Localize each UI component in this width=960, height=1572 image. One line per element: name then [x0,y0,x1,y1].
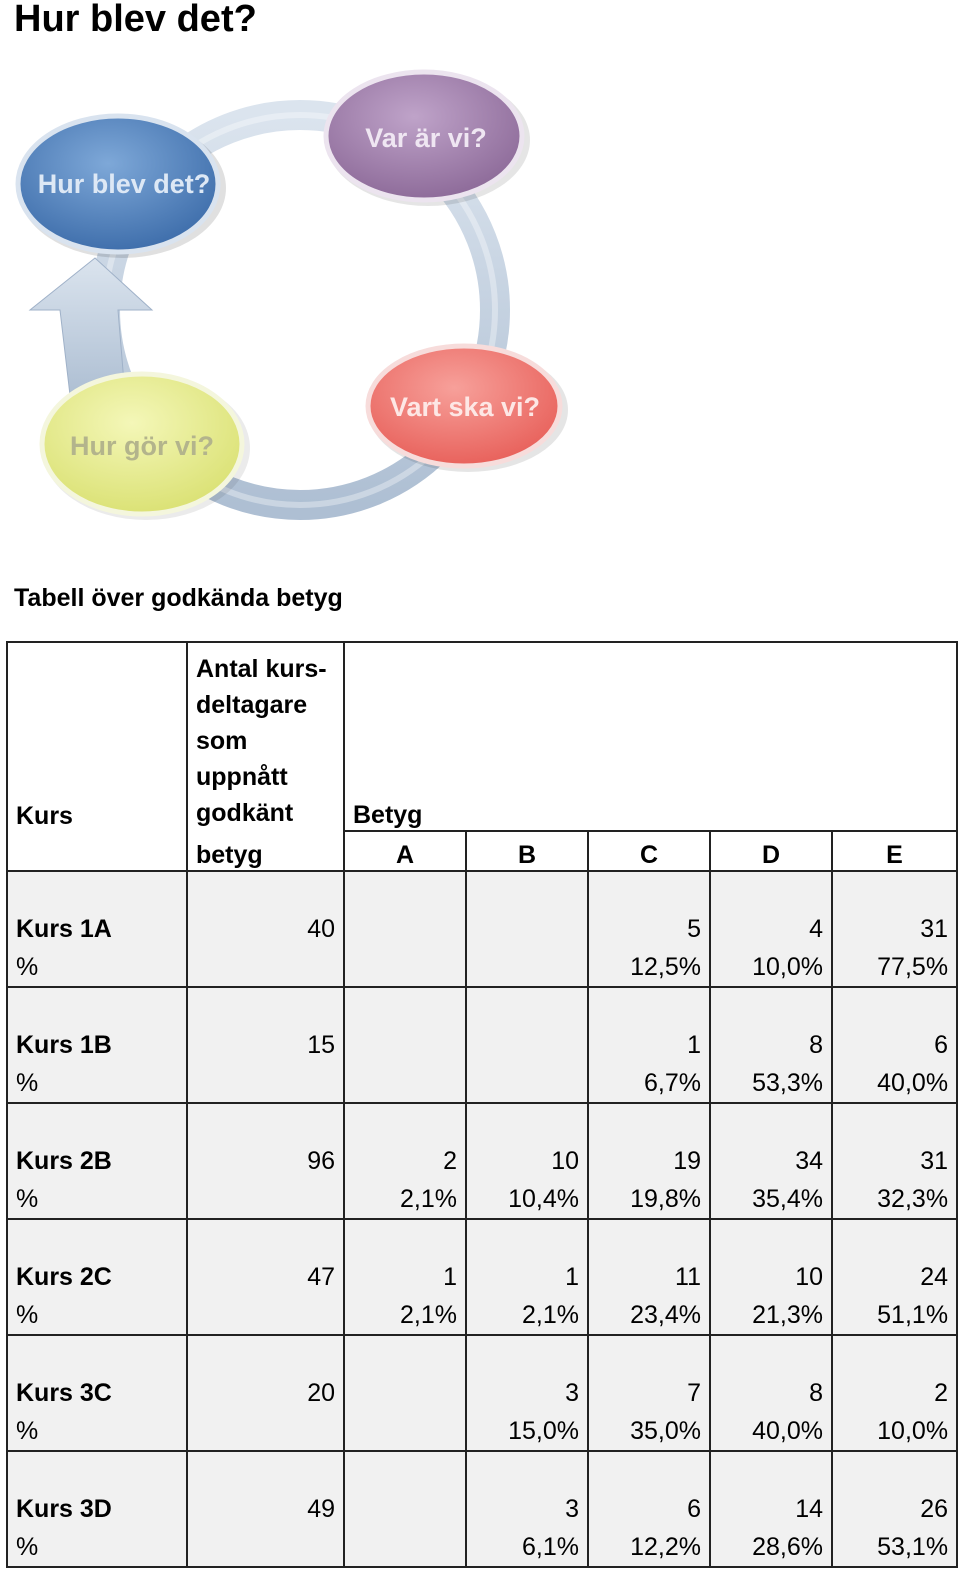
grade-cell-d [710,1335,832,1451]
grade-percent: 32,3% [877,1185,949,1213]
node-hur-gor-vi [42,374,250,520]
grade-count: 8 [809,1031,823,1059]
grade-cell-c [588,1103,710,1219]
grade-cell-a [344,1451,466,1567]
grade-cell-b [466,1103,588,1219]
grade-cell-e [832,1103,957,1219]
grade-cell-c [588,871,710,987]
grade-cell-d [710,871,832,987]
header-antal-line: godkänt [196,799,294,827]
grade-count: 4 [809,915,823,943]
grade-count: 1 [443,1263,457,1291]
header-kurs-cont [7,831,187,871]
empty-line [196,948,335,986]
grade-count [353,1374,457,1412]
grade-percent: 12,2% [630,1533,701,1561]
header-antal-line: uppnått [196,763,288,791]
grade-count [475,910,579,948]
grade-percent: 35,0% [630,1417,701,1445]
node-var-ar-vi [326,72,530,206]
grade-percent: 6,1% [522,1533,579,1561]
grade-cell-a [344,1103,466,1219]
participant-count-cell [187,1219,344,1335]
grade-cell-e [832,1335,957,1451]
header-antal-line: som [196,727,248,755]
course-name: Kurs 1A [16,915,112,943]
header-grade-b: B [466,831,588,871]
grade-count: 6 [934,1031,949,1059]
empty-line [196,1064,335,1102]
node-label: Var är vi? [365,123,487,153]
empty-line [196,1412,335,1450]
table-row [7,871,957,987]
grade-count: 3 [565,1495,579,1523]
grade-percent: 28,6% [752,1533,823,1561]
grade-percent: 53,3% [752,1069,823,1097]
header-betyg: Betyg [344,642,957,831]
course-name: Kurs 3D [16,1495,112,1523]
node-label: Hur blev det? [37,169,211,199]
participant-count: 40 [307,915,335,943]
grade-count: 5 [687,915,701,943]
participant-count-cell [187,871,344,987]
table-row [7,1219,957,1335]
grade-cell-b [466,987,588,1103]
participant-count-cell [187,987,344,1103]
course-cell [7,1451,187,1567]
grades-table [6,641,958,1568]
grade-cell-d [710,1451,832,1567]
grade-count: 19 [673,1147,701,1175]
node-label: Vart ska vi? [389,392,541,422]
grade-count: 7 [687,1379,701,1407]
grade-percent [353,1528,457,1566]
grade-count: 24 [920,1263,949,1291]
grade-count: 6 [687,1495,701,1523]
grade-cell-d [710,987,832,1103]
percent-label: % [16,1069,39,1097]
table-row [7,987,957,1103]
course-name: Kurs 2C [16,1263,112,1291]
grade-cell-a [344,1219,466,1335]
grade-percent: 2,1% [400,1301,457,1329]
percent-label: % [16,1417,39,1445]
header-antal [187,642,344,831]
participant-count: 49 [307,1495,335,1523]
participant-count-cell [187,1335,344,1451]
course-cell [7,987,187,1103]
course-cell [7,1219,187,1335]
grade-percent [353,1064,457,1102]
grade-cell-b [466,1335,588,1451]
header-grade-d: D [710,831,832,871]
participant-count-cell [187,1451,344,1567]
grade-count: 31 [920,915,949,943]
node-vart-ska-vi [368,346,568,472]
grade-count: 26 [920,1495,949,1523]
grade-percent: 6,7% [644,1069,701,1097]
grade-cell-a [344,871,466,987]
grade-cell-c [588,1451,710,1567]
grade-count: 3 [565,1379,579,1407]
grade-cell-b [466,871,588,987]
grade-count: 34 [795,1147,823,1175]
grade-percent: 40,0% [877,1069,949,1097]
grade-cell-c [588,987,710,1103]
grade-count: 8 [809,1379,823,1407]
empty-line [196,1528,335,1566]
grade-percent: 10,0% [752,953,823,981]
grade-percent [353,948,457,986]
table-row [7,1335,957,1451]
course-name: Kurs 3C [16,1379,112,1407]
participant-count: 15 [307,1031,335,1059]
grade-percent: 21,3% [752,1301,823,1329]
grade-cell-e [832,1451,957,1567]
percent-label: % [16,1185,39,1213]
cycle-diagram [0,60,600,540]
empty-line [196,1296,335,1334]
participant-count: 47 [307,1263,335,1291]
participant-count-cell [187,1103,344,1219]
node-label: Hur gör vi? [69,431,215,461]
grade-cell-e [832,987,957,1103]
course-cell [7,1335,187,1451]
grade-percent: 53,1% [877,1533,949,1561]
grade-cell-e [832,1219,957,1335]
grade-cell-e [832,871,957,987]
grade-count: 2 [443,1147,457,1175]
course-cell [7,1103,187,1219]
grade-cell-a [344,1335,466,1451]
grade-count: 31 [920,1147,949,1175]
grade-count: 11 [675,1263,701,1291]
grade-count [353,1490,457,1528]
percent-label: % [16,953,39,981]
header-antal-line: Antal kurs- [196,655,327,683]
grade-count: 1 [687,1031,701,1059]
grade-count [353,910,457,948]
grade-percent [475,1064,579,1102]
grade-percent [353,1412,457,1450]
empty-line [196,1180,335,1218]
grade-cell-a [344,987,466,1103]
grade-count [475,1026,579,1064]
grade-percent: 2,1% [400,1185,457,1213]
grade-count: 10 [551,1147,579,1175]
grade-count: 2 [934,1379,949,1407]
participant-count: 96 [307,1147,335,1175]
grade-count: 10 [795,1263,823,1291]
header-antal-last: betyg [187,831,344,871]
grade-percent: 15,0% [508,1417,579,1445]
grade-percent: 51,1% [877,1301,949,1329]
grade-percent: 10,4% [508,1185,579,1213]
grade-cell-b [466,1219,588,1335]
grade-percent: 2,1% [522,1301,579,1329]
grade-percent: 40,0% [752,1417,823,1445]
header-antal-line: deltagare [196,691,308,719]
grade-cell-c [588,1335,710,1451]
table-row [7,1451,957,1567]
grade-percent: 23,4% [630,1301,701,1329]
grade-count [353,1026,457,1064]
course-name: Kurs 2B [16,1147,112,1175]
header-kurs: Kurs [7,642,187,831]
node-hur-blev-det [18,116,226,258]
grade-percent [475,948,579,986]
course-name: Kurs 1B [16,1031,112,1059]
header-grade-c: C [588,831,710,871]
course-cell [7,871,187,987]
page-title: Hur blev det? [14,0,257,40]
table-caption: Tabell över godkända betyg [14,584,343,612]
participant-count: 20 [307,1379,335,1407]
grade-percent: 12,5% [630,953,701,981]
header-grade-a: A [344,831,466,871]
grade-percent: 35,4% [752,1185,823,1213]
table-row [7,1103,957,1219]
grade-percent: 19,8% [630,1185,701,1213]
header-grade-e: E [832,831,957,871]
grade-count: 14 [795,1495,823,1523]
grade-cell-d [710,1103,832,1219]
grade-percent: 77,5% [877,953,949,981]
grade-cell-d [710,1219,832,1335]
grade-cell-b [466,1451,588,1567]
grade-count: 1 [565,1263,579,1291]
percent-label: % [16,1533,39,1561]
grade-percent: 10,0% [877,1417,949,1445]
percent-label: % [16,1301,39,1329]
grade-cell-c [588,1219,710,1335]
